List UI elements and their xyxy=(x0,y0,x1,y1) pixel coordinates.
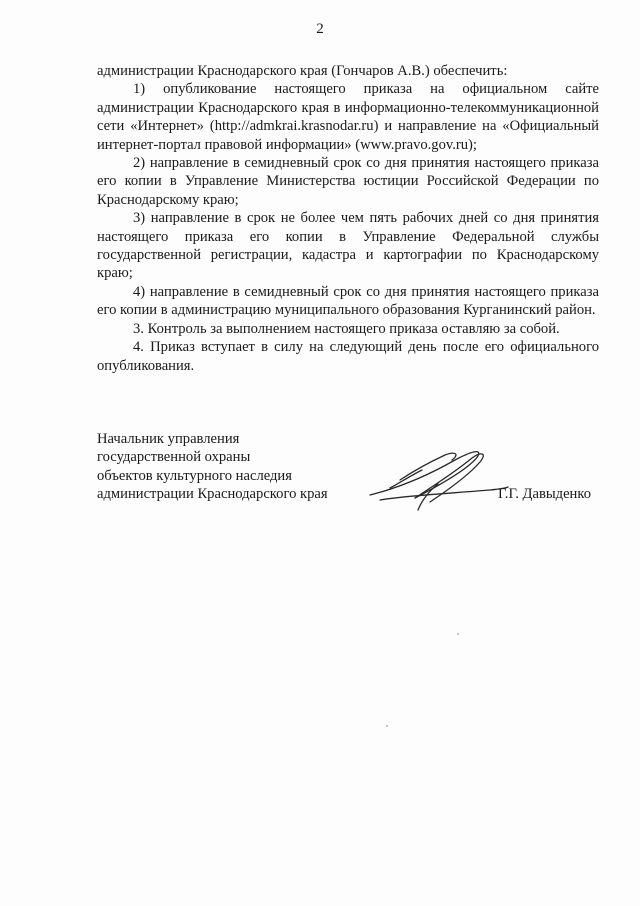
paragraph-item-2: 2) направление в семидневный срок со дня принятия настоящего приказа его копии в Управление Министерства юстиции Российской Федерации по Краснодарскому краю; xyxy=(97,155,599,208)
position-line: Начальник управления xyxy=(97,431,240,447)
signatory-position xyxy=(97,430,328,504)
document-body xyxy=(97,62,599,375)
paragraph-control: 3. Контроль за выполнением настоящего приказа оставляю за собой. xyxy=(133,320,560,337)
position-line: объектов культурного наследия xyxy=(97,467,292,484)
paragraph-item-4: 4) направление в семидневный срок со дня принятия настоящего приказа его копии в администрацию муниципального образования Курганинский район. xyxy=(97,283,599,319)
paragraph-item-1: 1) опубликование настоящего приказа на официальном сайте администрации Краснодарского края в информационно-телекоммуникационной сети «Интернет» (http://admkrai.krasnodar.ru) и направление на «Официальный интернет-портал правовой информации» (www.pravo.gov.ru); xyxy=(97,81,599,153)
page-number: 2 xyxy=(316,21,324,37)
scan-speck xyxy=(457,633,459,635)
position-line: администрации Краснодарского края xyxy=(97,486,328,503)
scan-speck xyxy=(386,725,388,727)
position-line: государственной охраны xyxy=(97,449,251,466)
paragraph-item-3: 3) направление в срок не более чем пять рабочих дней со дня принятия настоящего приказа его копии в Управление Федеральной службы государственной регистрации, кадастра и картографии по Краснодарскому краю; xyxy=(97,210,599,282)
signer-name: Г.Г. Давыденко xyxy=(498,486,592,502)
paragraph-intro: администрации Краснодарского края (Гончаров А.В.) обеспечить: xyxy=(97,63,508,79)
paragraph-effect: 4. Приказ вступает в силу на следующий день после его официального опубликования. xyxy=(97,339,599,374)
handwritten-signature xyxy=(360,440,510,515)
